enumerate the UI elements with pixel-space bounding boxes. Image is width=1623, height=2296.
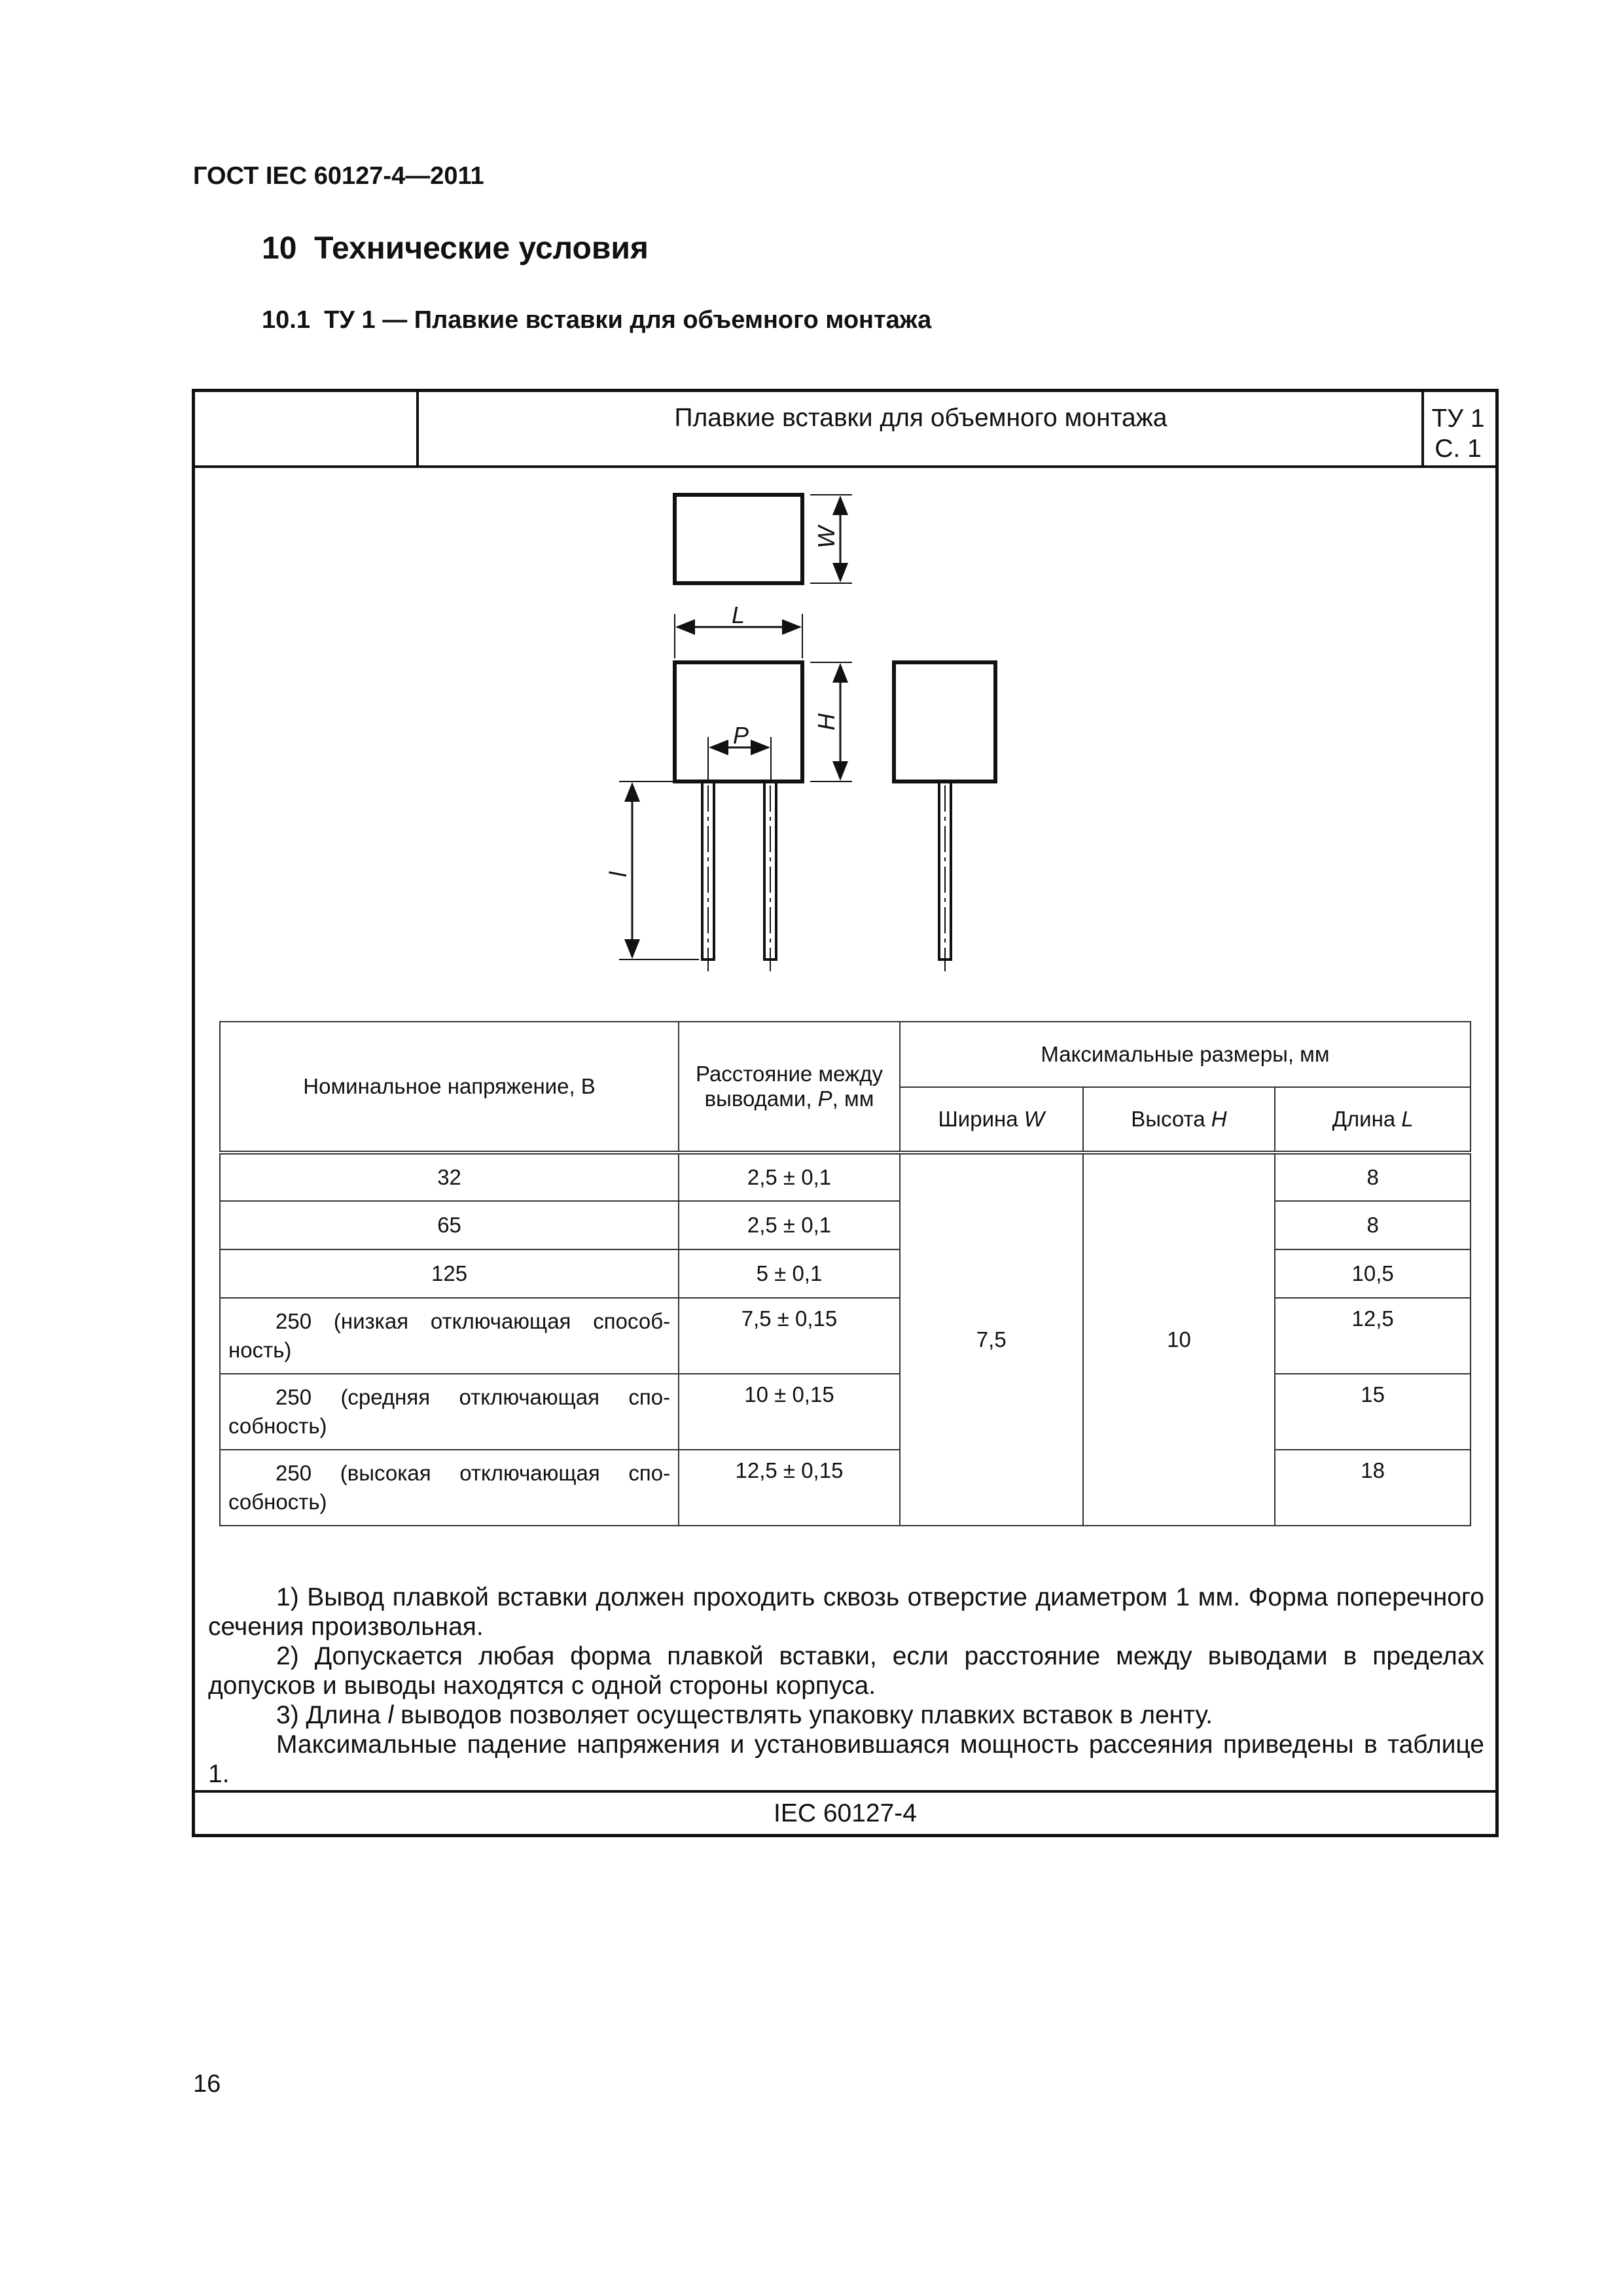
cell-voltage bbox=[220, 1298, 679, 1374]
frame-footer-reference: IEC 60127-4 bbox=[774, 1799, 917, 1827]
cell-height: 10 bbox=[1083, 1153, 1275, 1526]
subsection-number: 10.1 bbox=[262, 306, 310, 334]
notes-block bbox=[208, 1583, 1484, 1789]
sheet-label: С. 1 bbox=[1435, 435, 1482, 463]
cell-voltage bbox=[220, 1374, 679, 1450]
cell-length: 18 bbox=[1275, 1450, 1471, 1526]
cell-distance: 2,5 ± 0,1 bbox=[679, 1201, 900, 1249]
col-height-label: Высота bbox=[1131, 1107, 1205, 1131]
cell-distance: 2,5 ± 0,1 bbox=[679, 1153, 900, 1201]
col-voltage-header: Номинальное напряжение, В bbox=[220, 1022, 679, 1153]
cell-distance: 7,5 ± 0,15 bbox=[679, 1298, 900, 1374]
cell-length: 10,5 bbox=[1275, 1249, 1471, 1298]
table-row bbox=[220, 1201, 1471, 1249]
table-row bbox=[220, 1298, 1471, 1374]
col-width-symbol: W bbox=[1024, 1107, 1044, 1131]
subsection-title-text: ТУ 1 — Плавкие вставки для объемного монтажа bbox=[324, 306, 932, 334]
spec-code-label: ТУ 1 bbox=[1431, 404, 1485, 433]
col-length-label: Длина bbox=[1332, 1107, 1396, 1131]
col-distance-unit: , мм bbox=[832, 1086, 874, 1111]
table-row bbox=[220, 1249, 1471, 1298]
cell-length: 15 bbox=[1275, 1374, 1471, 1450]
fuse-dimension-drawing bbox=[0, 0, 1623, 1021]
cell-distance: 12,5 ± 0,15 bbox=[679, 1450, 900, 1526]
cell-voltage bbox=[220, 1450, 679, 1526]
note-4: Максимальные падение напряжения и установившаяся мощность рассеяния приведены в таблице 1. bbox=[208, 1731, 1484, 1788]
fuse-top-view bbox=[675, 495, 802, 583]
cell-distance: 10 ± 0,15 bbox=[679, 1374, 900, 1450]
col-distance-line2: выводами, bbox=[704, 1086, 812, 1111]
frame-title: Плавкие вставки для объемного монтажа bbox=[674, 404, 1168, 432]
table-row bbox=[220, 1374, 1471, 1450]
cell-length: 12,5 bbox=[1275, 1298, 1471, 1374]
col-distance-header bbox=[679, 1022, 900, 1153]
col-length-header bbox=[1275, 1087, 1471, 1153]
cell-width: 7,5 bbox=[900, 1153, 1083, 1526]
note-3 bbox=[208, 1700, 1484, 1730]
note-2: 2) Допускается любая форма плавкой вставки, если расстояние между выводами в пределах допусков и выводы находятся с одной стороны корпуса. bbox=[208, 1642, 1484, 1700]
cell-voltage-text: 250 (высокая отключающая спо-собность) bbox=[228, 1461, 671, 1514]
fuse-side-view bbox=[894, 662, 995, 781]
note-3-start: 3) Длина bbox=[276, 1701, 381, 1729]
page-number: 16 bbox=[193, 2070, 221, 2098]
cell-length: 8 bbox=[1275, 1153, 1471, 1201]
standard-header: ГОСТ IEC 60127-4—2011 bbox=[193, 162, 484, 190]
col-height-symbol: H bbox=[1211, 1107, 1227, 1131]
col-distance-line1: Расстояние между bbox=[696, 1062, 883, 1086]
section-number: 10 bbox=[262, 231, 297, 266]
col-distance-symbol: P bbox=[817, 1086, 832, 1111]
cell-voltage-text: 250 (средняя отключающая спо-собность) bbox=[228, 1385, 671, 1438]
col-max-header: Максимальные размеры, мм bbox=[900, 1022, 1471, 1087]
col-width-label: Ширина bbox=[938, 1107, 1018, 1131]
label-P: P bbox=[733, 722, 749, 749]
section-title-text: Технические условия bbox=[314, 231, 649, 266]
cell-voltage: 65 bbox=[220, 1201, 679, 1249]
cell-length: 8 bbox=[1275, 1201, 1471, 1249]
cell-voltage: 125 bbox=[220, 1249, 679, 1298]
dimensions-table bbox=[219, 1021, 1471, 1526]
table-row bbox=[220, 1450, 1471, 1526]
note-3-end: выводов позволяет осуществлять упаковку плавких вставок в ленту. bbox=[401, 1701, 1213, 1729]
cell-voltage: 32 bbox=[220, 1153, 679, 1201]
label-W: W bbox=[813, 526, 840, 548]
cell-distance: 5 ± 0,1 bbox=[679, 1249, 900, 1298]
cell-voltage-text: 250 (низкая отключающая способ-ность) bbox=[228, 1309, 671, 1362]
label-H: H bbox=[813, 713, 840, 730]
col-width-header bbox=[900, 1087, 1083, 1153]
col-length-symbol: L bbox=[1401, 1107, 1414, 1131]
frame-footer-divider bbox=[195, 1790, 1495, 1793]
note-3-symbol: l bbox=[387, 1701, 394, 1729]
col-height-header bbox=[1083, 1087, 1275, 1153]
label-L: L bbox=[732, 601, 745, 628]
note-1: 1) Вывод плавкой вставки должен проходить сквозь отверстие диаметром 1 мм. Форма поперечного сечения произвольная. bbox=[208, 1583, 1484, 1641]
table-row bbox=[220, 1153, 1471, 1201]
label-l: l bbox=[605, 872, 632, 877]
